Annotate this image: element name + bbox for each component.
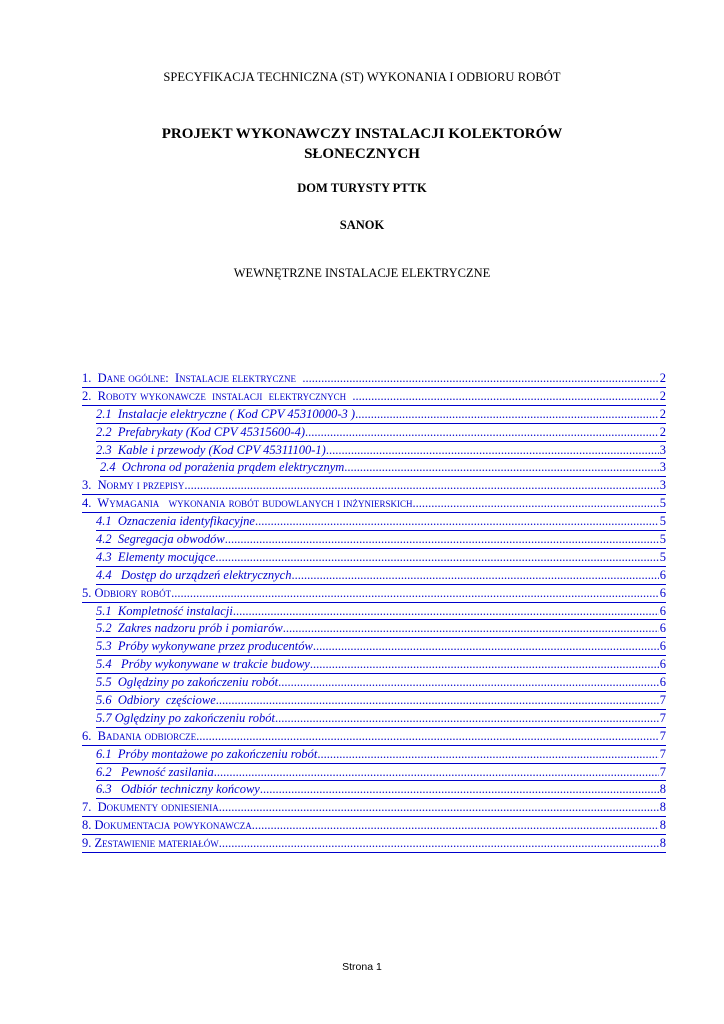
toc-entry-label[interactable]: 5. Odbiory robót	[82, 585, 172, 600]
toc-entry-label[interactable]: 5.6 Odbiory częściowe	[96, 693, 216, 708]
toc-entry-page[interactable]: 6	[659, 639, 666, 654]
toc-dot-leader	[283, 620, 659, 638]
toc-entry-page[interactable]: 7	[659, 764, 666, 779]
toc-dot-leader	[196, 728, 659, 746]
toc-entry-label[interactable]: 5.3 Próby wykonywane przez producentów	[96, 639, 313, 654]
toc-entry-page[interactable]: 2	[659, 424, 666, 439]
toc-entry-inner[interactable]	[96, 674, 666, 692]
toc-entry-inner[interactable]	[96, 638, 666, 656]
toc-entry-label[interactable]: 5.4 Próby wykonywane w trakcie budowy	[96, 657, 310, 672]
toc-dot-leader	[291, 567, 658, 585]
toc-entry-inner[interactable]	[82, 799, 666, 817]
toc-entry-label[interactable]: 5.2 Zakres nadzoru prób i pomiarów	[96, 621, 283, 636]
toc-entry-page[interactable]: 6	[659, 675, 666, 690]
toc-entry-link[interactable]	[82, 674, 666, 692]
toc-entry-page[interactable]: 8	[659, 782, 666, 797]
toc-entry-page[interactable]: 8	[659, 836, 666, 851]
toc-dot-leader	[233, 603, 659, 621]
toc-entry-page[interactable]: 2	[659, 388, 666, 403]
toc-entry-label[interactable]: 6.3 Odbiór techniczny końcowy	[96, 782, 260, 797]
table-of-contents	[82, 370, 666, 853]
toc-entry-page[interactable]: 2	[659, 371, 666, 385]
project-title	[0, 124, 724, 164]
toc-entry-page[interactable]: 6	[659, 657, 666, 672]
toc-entry-link[interactable]	[82, 406, 666, 424]
toc-dot-leader	[252, 817, 659, 835]
toc-entry-link[interactable]	[82, 620, 666, 638]
toc-dot-leader	[255, 513, 659, 531]
toc-dot-leader	[302, 370, 658, 388]
section-subtitle: WEWNĘTRZNE INSTALACJE ELEKTRYCZNE	[233, 266, 491, 280]
toc-entry-inner[interactable]	[82, 477, 666, 495]
toc-entry-inner[interactable]	[82, 585, 666, 603]
toc-entry-label[interactable]: 6.2 Pewność zasilania	[96, 764, 214, 779]
toc-entry-inner[interactable]	[82, 728, 666, 746]
toc-entry-label[interactable]: 3. Normy i przepisy	[82, 478, 185, 493]
toc-entry-label[interactable]: 1. Dane ogólne: Instalacje elektryczne	[82, 371, 303, 385]
toc-entry-link[interactable]	[82, 477, 666, 495]
toc-dot-leader	[171, 585, 659, 603]
toc-dot-leader	[275, 710, 659, 728]
toc-dot-leader	[219, 835, 659, 853]
toc-dot-leader	[344, 459, 658, 477]
toc-entry-page[interactable]: 7	[659, 746, 666, 761]
toc-entry-inner[interactable]	[96, 406, 666, 424]
toc-dot-leader	[215, 549, 658, 567]
toc-entry-page[interactable]: 7	[659, 693, 666, 708]
toc-entry-page[interactable]: 6	[659, 603, 666, 618]
document-header: SPECYFIKACJA TECHNICZNA (ST) WYKONANIA I ODBIORU ROBÓT	[163, 70, 561, 84]
toc-entry-label[interactable]: 4.4 Dostęp do urządzeń elektrycznych	[96, 567, 292, 582]
toc-entry-label[interactable]: 5.7 Oględziny po zakończeniu robót	[96, 710, 276, 725]
toc-entry-link[interactable]	[82, 424, 666, 442]
toc-entry-link[interactable]	[82, 799, 666, 817]
toc-entry-label[interactable]: 2.4 Ochrona od porażenia prądem elektrycznym	[100, 460, 345, 475]
toc-dot-leader	[214, 764, 659, 782]
toc-entry-link[interactable]	[82, 692, 666, 710]
toc-entry-label[interactable]: 7. Dokumenty odniesienia	[82, 800, 219, 815]
toc-entry-label[interactable]: 2. Roboty wykonawcze instalacji elektrycznych	[82, 388, 353, 403]
toc-entry-inner[interactable]	[96, 442, 666, 460]
toc-entry-link[interactable]	[82, 710, 666, 728]
toc-entry-label[interactable]: 4.3 Elementy mocujące	[96, 549, 216, 564]
toc-entry-page[interactable]: 6	[659, 567, 666, 582]
toc-entry-link[interactable]	[82, 728, 666, 746]
toc-entry-inner[interactable]	[82, 388, 666, 406]
toc-entry-inner[interactable]	[100, 459, 666, 477]
project-title-line-2: SŁONECZNYCH	[304, 146, 420, 162]
toc-dot-leader	[305, 424, 659, 442]
toc-entry-page[interactable]: 5	[659, 514, 666, 529]
toc-entry-inner[interactable]	[96, 567, 666, 585]
toc-dot-leader	[317, 746, 658, 764]
toc-entry-page[interactable]: 6	[659, 621, 666, 636]
toc-entry-link[interactable]	[82, 603, 666, 621]
toc-dot-leader	[310, 656, 659, 674]
toc-entry-page[interactable]: 7	[659, 728, 666, 743]
toc-entry-inner[interactable]	[96, 656, 666, 674]
page-number: Strona 1	[342, 961, 382, 973]
toc-entry-link[interactable]	[82, 585, 666, 603]
toc-entry-label[interactable]: 4.2 Segregacja obwodów	[96, 532, 225, 547]
toc-entry-page[interactable]: 2	[659, 406, 666, 421]
toc-dot-leader	[355, 406, 659, 424]
toc-dot-leader	[326, 442, 659, 460]
toc-entry-page[interactable]: 5	[659, 549, 666, 564]
toc-entry-inner[interactable]	[96, 531, 666, 549]
toc-entry-link[interactable]	[82, 459, 666, 477]
toc-entry-inner[interactable]	[96, 710, 666, 728]
toc-entry-inner[interactable]	[96, 746, 666, 764]
city-name: SANOK	[339, 218, 385, 232]
toc-entry-label[interactable]: 6.1 Próby montażowe po zakończeniu robót	[96, 746, 318, 761]
toc-entry-inner[interactable]	[96, 764, 666, 782]
building-name: DOM TURYSTY PTTK	[297, 181, 427, 195]
toc-entry-page[interactable]: 7	[659, 710, 666, 725]
toc-entry-label[interactable]: 4. Wymagania wykonania robót budowlanych i inżynierskich	[82, 496, 413, 511]
toc-entry-label[interactable]: 2.3 Kable i przewody (Kod CPV 45311100-1)	[96, 442, 326, 457]
toc-entry-inner[interactable]	[82, 370, 666, 388]
toc-entry-link[interactable]	[82, 549, 666, 567]
toc-dot-leader	[352, 388, 658, 406]
toc-dot-leader	[216, 692, 659, 710]
toc-dot-leader	[219, 799, 659, 817]
toc-entry-inner[interactable]	[96, 549, 666, 567]
toc-entry-link[interactable]	[82, 495, 666, 513]
toc-entry-label[interactable]: 6. Badania odbiorcze	[82, 728, 197, 743]
toc-entry-inner[interactable]	[96, 603, 666, 621]
toc-entry-page[interactable]: 8	[659, 818, 666, 833]
toc-entry-link[interactable]	[82, 442, 666, 460]
toc-entry-link[interactable]	[82, 531, 666, 549]
toc-entry-link[interactable]	[82, 567, 666, 585]
toc-entry-label[interactable]: 9. Zestawienie materiałów	[82, 836, 219, 851]
toc-entry-inner[interactable]	[96, 781, 666, 799]
toc-entry-link[interactable]	[82, 656, 666, 674]
toc-dot-leader	[184, 477, 658, 495]
toc-entry-inner[interactable]	[82, 817, 666, 835]
toc-entry-link[interactable]	[82, 764, 666, 782]
toc-entry-page[interactable]: 6	[659, 585, 666, 600]
toc-entry-inner[interactable]	[96, 513, 666, 531]
toc-entry-label[interactable]: 2.2 Prefabrykaty (Kod CPV 45315600-4)	[96, 424, 305, 439]
toc-dot-leader	[413, 495, 659, 513]
toc-entry-inner[interactable]	[96, 692, 666, 710]
toc-entry-page[interactable]: 8	[659, 800, 666, 815]
toc-dot-leader	[225, 531, 659, 549]
toc-entry-link[interactable]	[82, 513, 666, 531]
toc-entry-inner[interactable]	[96, 424, 666, 442]
toc-entry-inner[interactable]	[82, 835, 666, 853]
toc-entry-link[interactable]	[82, 370, 666, 388]
toc-entry-inner[interactable]	[96, 620, 666, 638]
toc-entry-inner[interactable]	[82, 495, 666, 513]
toc-dot-leader	[278, 674, 659, 692]
toc-entry-page[interactable]: 3	[659, 478, 666, 493]
toc-entry-label[interactable]: 5.5 Oględziny po zakończeniu robót	[96, 675, 279, 690]
toc-entry-label[interactable]: 2.1 Instalacje elektryczne ( Kod CPV 45310000-3 )	[96, 406, 356, 421]
toc-entry-page[interactable]: 3	[659, 442, 666, 457]
toc-entry-link[interactable]	[82, 388, 666, 406]
toc-dot-leader	[260, 781, 659, 799]
toc-entry-link[interactable]	[82, 638, 666, 656]
toc-entry-link[interactable]	[82, 817, 666, 835]
toc-entry-label[interactable]: 8. Dokumentacja powykonawcza	[82, 818, 252, 833]
toc-entry-page[interactable]: 5	[659, 532, 666, 547]
toc-entry-link[interactable]	[82, 781, 666, 799]
toc-entry-page[interactable]: 3	[659, 460, 666, 475]
toc-dot-leader	[313, 638, 659, 656]
toc-entry-label[interactable]: 4.1 Oznaczenia identyfikacyjne	[96, 514, 255, 529]
toc-entry-link[interactable]	[82, 835, 666, 853]
project-title-line-1: PROJEKT WYKONAWCZY INSTALACJI KOLEKTORÓW	[161, 126, 563, 142]
toc-entry-label[interactable]: 5.1 Kompletność instalacji	[96, 603, 233, 618]
toc-entry-page[interactable]: 5	[659, 496, 666, 511]
toc-entry-link[interactable]	[82, 746, 666, 764]
